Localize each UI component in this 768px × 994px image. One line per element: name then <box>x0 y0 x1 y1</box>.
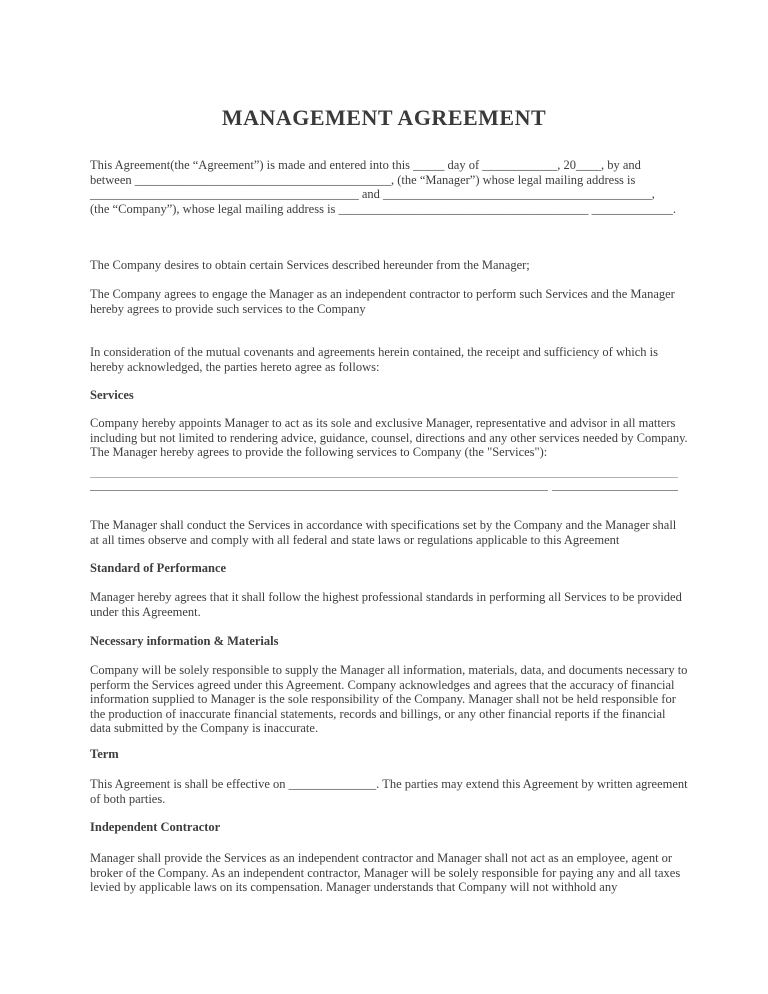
services-fill-in-line-2-segment-a <box>90 490 548 491</box>
recital-paragraph-engage: The Company agrees to engage the Manager as an independent contractor to perform such Services and the Manager hereby agrees to provide such services to the Company <box>90 287 675 316</box>
services-heading: Services <box>90 388 134 402</box>
services-fill-in-line-1 <box>90 477 678 478</box>
necessary-information-heading: Necessary information & Materials <box>90 634 279 648</box>
recital-paragraph-desires: The Company desires to obtain certain Services described hereunder from the Manager; <box>90 258 530 272</box>
services-fill-in-line-2-segment-b <box>552 490 678 491</box>
standard-of-performance-heading: Standard of Performance <box>90 561 227 575</box>
independent-contractor-paragraph: Manager shall provide the Services as an independent contractor and Manager shall not act as an employee, agent or broker of the Company. As an independent contractor, Manager will be solely responsible for paying any and all taxes levied by applicable laws on its compensation. Manager understands that Company will not withhold any <box>90 851 681 895</box>
services-paragraph-appointment: Company hereby appoints Manager to act as its sole and exclusive Manager, representative and advisor in all matters including but not limited to rendering advice, guidance, counsel, directions and any other services needed by Company. The Manager hereby agrees to provide the following services to Company (the "Services"): <box>90 416 688 460</box>
term-heading: Term <box>90 747 119 761</box>
services-paragraph-conduct: The Manager shall conduct the Services in accordance with specifications set by the Company and the Manager shall at all times observe and comply with all federal and state laws or regulations applicable to this Agreement <box>90 518 677 547</box>
term-paragraph: This Agreement is shall be effective on ______________. The parties may extend this Agreement by written agreement of both parties. <box>90 777 688 806</box>
intro-line-3: ___________________________________________ and ___________________________________________, <box>90 187 655 202</box>
standard-of-performance-paragraph: Manager hereby agrees that it shall follow the highest professional standards in performing all Services to be provided under this Agreement. <box>90 590 682 619</box>
intro-paragraph <box>90 158 688 216</box>
intro-line-2: between _________________________________________, (the “Manager”) whose legal mailing address is <box>90 172 636 187</box>
intro-line-4: (the “Company”), whose legal mailing address is ________________________________________ _____________. <box>90 201 677 216</box>
independent-contractor-heading: Independent Contractor <box>90 820 221 834</box>
necessary-information-paragraph: Company will be solely responsible to supply the Manager all information, materials, data, and documents necessary to perform the Services agreed under this Agreement. Company acknowledges and agrees that the accuracy of financial information supplied to Manager is the sole responsibility of the Company. Manager shall not be held responsible for the production of inaccurate financial statements, records and billings, or any other financial reports if the financial data submitted by the Company is inaccurate. <box>90 663 688 736</box>
intro-line-1: This Agreement(the “Agreement”) is made and entered into this _____ day of ____________, 20____, by and <box>90 158 641 172</box>
document-title: MANAGEMENT AGREEMENT <box>221 104 547 130</box>
consideration-paragraph: In consideration of the mutual covenants and agreements herein contained, the receipt and sufficiency of which is hereby acknowledged, the parties hereto agree as follows: <box>90 345 658 374</box>
